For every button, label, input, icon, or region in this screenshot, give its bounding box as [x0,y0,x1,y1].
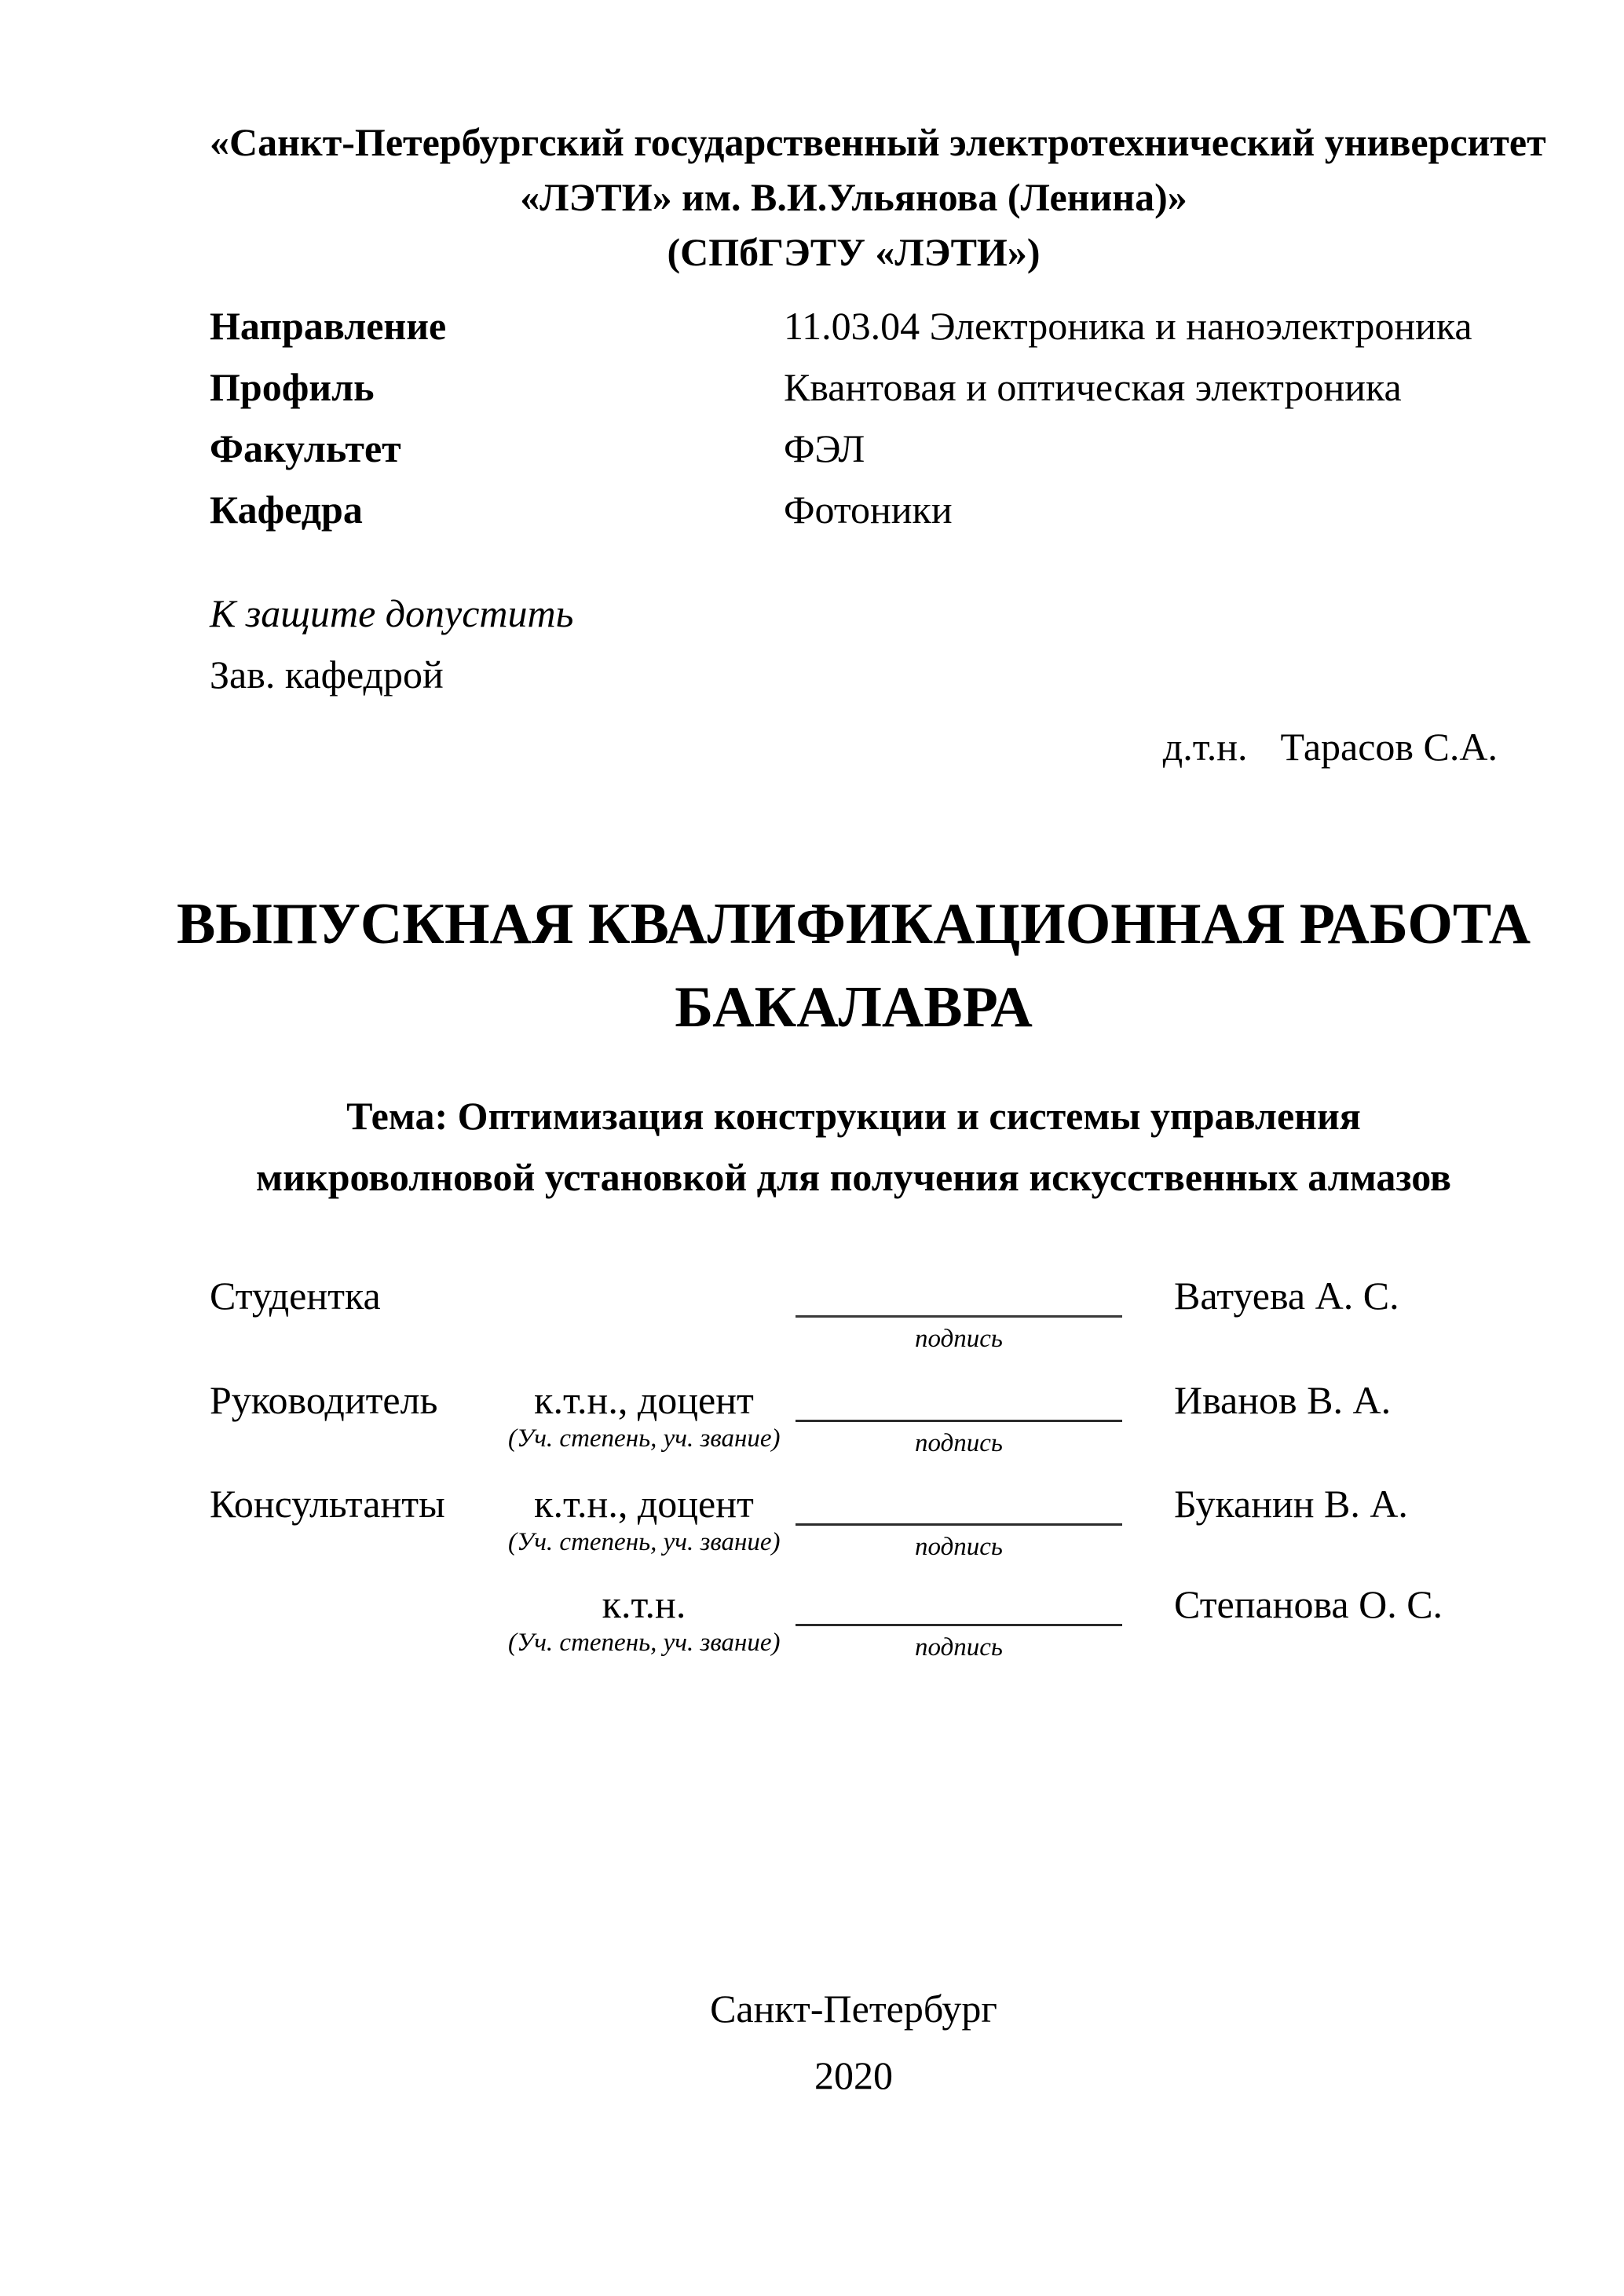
document-title [168,883,1539,1049]
signature-degree: к.т.н., доцент [534,1378,754,1422]
signature-line [796,1482,1122,1526]
signature-caption: подпись [915,1533,1003,1561]
signature-line-cell [796,1582,1122,1662]
signature-role: Консультанты [210,1482,445,1526]
document-title-line2: БАКАЛАВРА [675,975,1033,1040]
signature-row-consultant-2 [210,1582,1560,1662]
signature-caption: подпись [915,1325,1003,1353]
footer-year: 2020 [814,2053,893,2097]
signature-row-student [210,1274,1560,1354]
signature-role: Студентка [210,1274,381,1318]
signature-degree-caption: (Уч. степень, уч. звание) [508,1629,781,1657]
approver-line [210,716,1498,777]
field-value-profile: Квантовая и оптическая электроника [784,365,1402,409]
signature-caption: подпись [915,1429,1003,1457]
field-label-faculty: Факультет [210,426,401,470]
footer-city: Санкт-Петербург [710,1987,997,2031]
signature-line [796,1378,1122,1422]
signature-role: Руководитель [210,1378,438,1422]
thesis-theme-line1: Тема: Оптимизация конструкции и системы управления [346,1094,1361,1138]
signature-degree: к.т.н. [602,1582,686,1626]
signature-name: Ватуева А. С. [1174,1274,1399,1318]
signature-row-consultant-1 [210,1482,1560,1562]
document-title-line1: ВЫПУСКНАЯ КВАЛИФИКАЦИОННАЯ РАБОТА [176,892,1531,956]
field-row-faculty [210,418,1513,479]
university-header [210,115,1546,280]
signature-degree-caption: (Уч. степень, уч. звание) [508,1528,781,1556]
approver-degree: д.т.н. [1162,725,1248,769]
approval-statement: К защите допустить [210,591,574,635]
field-value-department: Фотоники [784,488,953,532]
signature-line-cell [796,1378,1122,1458]
signature-line [796,1274,1122,1318]
signature-degree: к.т.н., доцент [534,1482,754,1526]
university-abbreviation: (СПбГЭТУ «ЛЭТИ») [667,230,1041,274]
signature-name: Степанова О. С. [1174,1582,1443,1626]
university-name-line1: «Санкт-Петербургский государственный электротехнический университет [210,120,1546,164]
footer [168,1976,1539,2109]
signature-line-cell [796,1274,1122,1354]
approval-position: Зав. кафедрой [210,653,444,696]
signature-degree-cell [508,1582,780,1658]
field-label-profile: Профиль [210,365,375,409]
signature-name: Буканин В. А. [1174,1482,1408,1526]
approver-name: Тарасов С.А. [1280,725,1498,769]
field-label-direction: Направление [210,304,447,348]
university-name-line2: «ЛЭТИ» им. В.И.Ульянова (Ленина)» [520,175,1187,219]
signature-line-cell [796,1482,1122,1562]
field-value-faculty: ФЭЛ [784,426,865,470]
program-fields [210,295,1513,540]
thesis-theme-line2: микроволновой установкой для получения искусственных алмазов [256,1155,1451,1199]
signature-degree-cell [508,1378,780,1453]
field-value-direction: 11.03.04 Электроника и наноэлектроника [784,304,1472,348]
field-row-department [210,479,1513,540]
signature-degree-caption: (Уч. степень, уч. звание) [508,1424,781,1453]
signature-name: Иванов В. А. [1174,1378,1392,1422]
signature-degree-cell [508,1274,780,1275]
signature-line [796,1582,1122,1626]
field-label-department: Кафедра [210,488,363,532]
signature-degree-cell [508,1482,780,1557]
field-row-direction [210,295,1513,356]
thesis-theme [168,1085,1539,1208]
field-row-profile [210,356,1513,418]
approval-block [210,583,573,705]
signature-row-supervisor [210,1378,1560,1458]
signature-caption: подпись [915,1633,1003,1662]
